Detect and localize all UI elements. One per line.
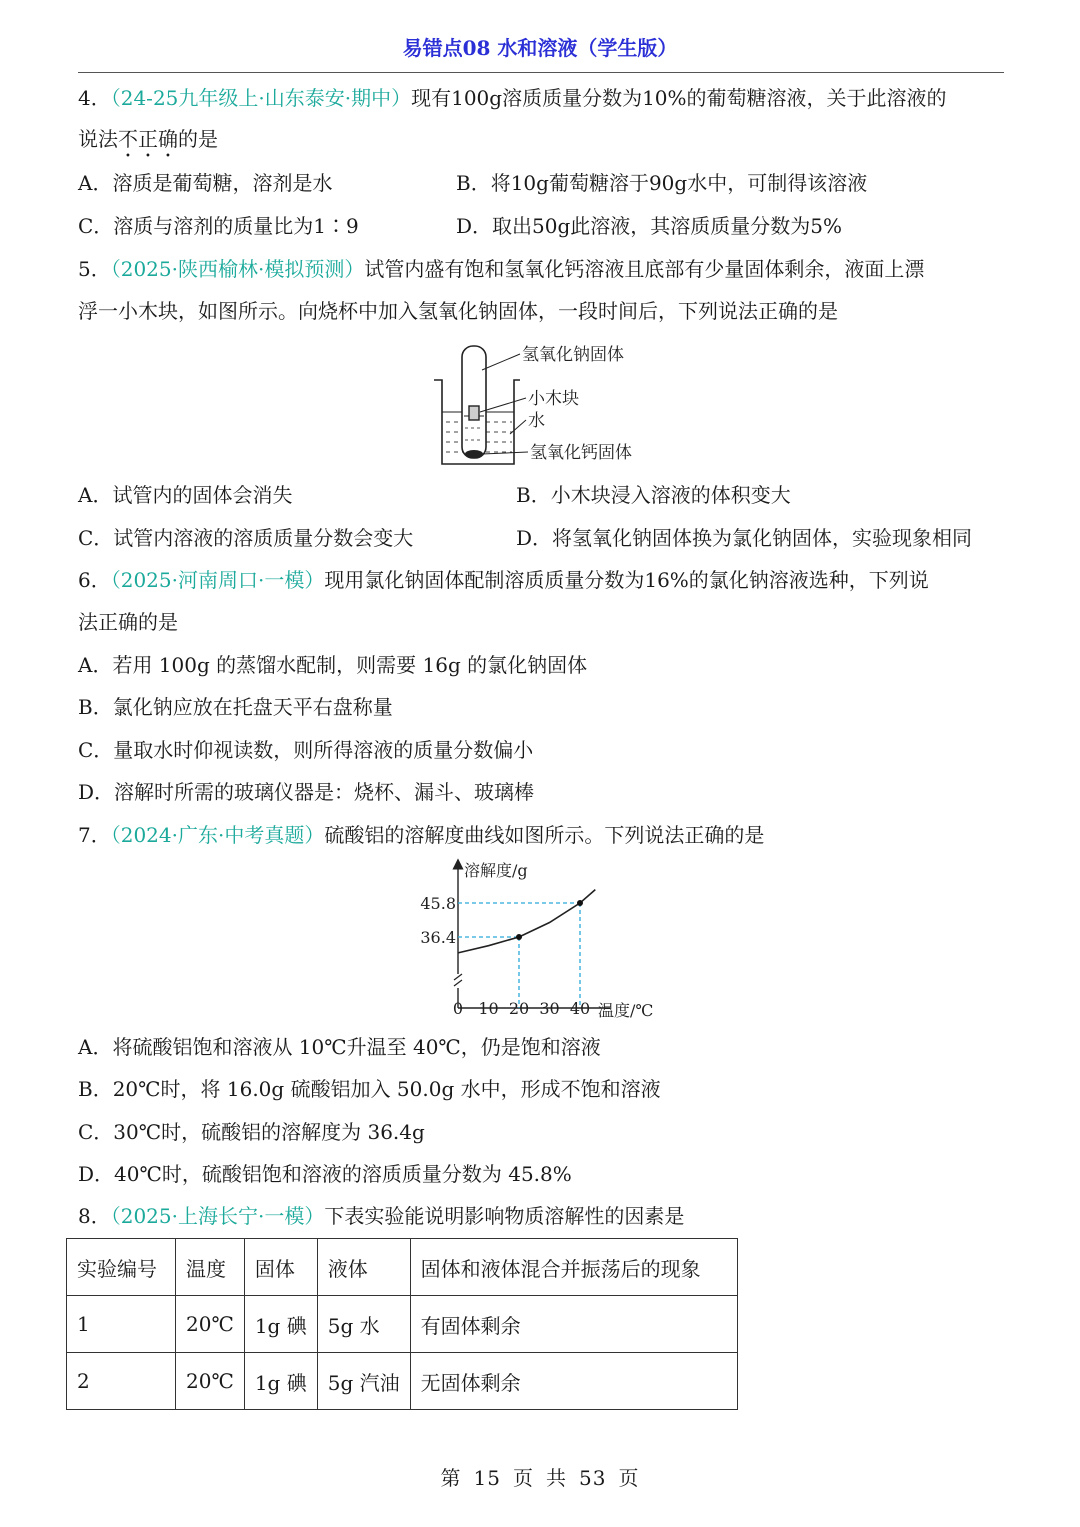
table-header-cell: 固体 — [244, 1239, 317, 1296]
table-header-cell: 液体 — [317, 1239, 410, 1296]
q4-stem-text2a: 说法 — [78, 127, 118, 151]
q7-option-b: B．20℃时，将 16.0g 硫酸铝加入 50.0g 水中，形成不饱和溶液 — [78, 1077, 661, 1101]
current-page: 15 — [473, 1466, 501, 1490]
axis-break-mark — [454, 974, 462, 986]
table-cell: 1g 碘 — [244, 1353, 317, 1410]
q7-stem-line — [78, 822, 764, 848]
table-header-cell: 实验编号 — [67, 1239, 176, 1296]
table-cell: 1 — [67, 1296, 176, 1353]
q7-source: （2024·广东·中考真题） — [110, 823, 325, 847]
q7-option-c: C．30℃时，硫酸铝的溶解度为 36.4g — [78, 1120, 425, 1144]
q4-stem-line2 — [78, 126, 218, 162]
q5-option-c: C．试管内溶液的溶质质量分数会变大 — [78, 526, 414, 550]
q6-stem-text1: 现用氯化钠固体配制溶质质量分数为16%的氯化钠溶液选种，下列说 — [324, 568, 929, 592]
q7-stem-text: 硫酸铝的溶解度曲线如图所示。下列说法正确的是 — [324, 823, 765, 847]
q8-source: （2025·上海长宁·一模） — [110, 1204, 325, 1228]
q4-stem-text1: 现有100g溶质质量分数为10%的葡萄糖溶液，关于此溶液的 — [411, 86, 947, 110]
wood-block-shape — [469, 406, 479, 420]
table-header-cell: 温度 — [176, 1239, 245, 1296]
footer-text: 页 — [513, 1466, 534, 1490]
q6-option-d: D．溶解时所需的玻璃仪器是：烧杯、漏斗、玻璃棒 — [78, 780, 535, 804]
x-tick-label: 20 — [508, 999, 530, 1018]
q6-option-a: A．若用 100g 的蒸馏水配制，则需要 16g 的氯化钠固体 — [78, 653, 588, 677]
y-tick-label: 45.8 — [420, 894, 456, 913]
table-cell: 5g 水 — [317, 1296, 410, 1353]
label-wood: 小木块 — [528, 389, 579, 409]
q7-number: 7． — [78, 823, 111, 847]
q7-option-d: D．40℃时，硫酸铝饱和溶液的溶质质量分数为 45.8% — [78, 1162, 572, 1186]
q8-number: 8． — [78, 1204, 111, 1228]
data-point — [516, 934, 522, 940]
footer-text: 共 — [546, 1466, 567, 1490]
q4-option-b: B．将10g葡萄糖溶于90g水中，可制得该溶液 — [456, 171, 868, 195]
solubility-chart — [410, 852, 670, 1024]
q4-emphasis: 不正确 — [118, 127, 178, 151]
q5-option-b: B．小木块浸入溶液的体积变大 — [516, 483, 791, 507]
q4-stem-line1 — [78, 85, 947, 111]
y-tick-label: 36.4 — [420, 928, 456, 947]
table-header-row — [67, 1239, 738, 1296]
label-water: 水 — [528, 411, 545, 431]
q6-source: （2025·河南周口·一模） — [110, 568, 325, 592]
table-cell: 有固体剩余 — [410, 1296, 737, 1353]
page-title: 易错点08 水和溶液（学生版） — [402, 36, 678, 60]
solid-residue-shape — [465, 450, 483, 458]
q5-stem-text1: 试管内盛有饱和氢氧化钙溶液且底部有少量固体剩余，液面上漂 — [364, 257, 925, 281]
q5-stem-line2: 浮一小木块，如图所示。向烧杯中加入氢氧化钠固体，一段时间后，下列说法正确的是 — [78, 299, 838, 323]
q5-number: 5． — [78, 257, 111, 281]
data-point — [577, 900, 583, 906]
q5-source: （2025·陕西榆林·模拟预测） — [110, 257, 365, 281]
page-footer — [0, 1462, 1080, 1491]
q4-option-c: C．溶质与溶剂的质量比为1∶9 — [78, 214, 359, 238]
q6-number: 6． — [78, 568, 111, 592]
table-cell: 20℃ — [176, 1353, 245, 1410]
table-header-cell: 固体和液体混合并振荡后的现象 — [410, 1239, 737, 1296]
q7-option-a: A．将硫酸铝饱和溶液从 10℃升温至 40℃，仍是饱和溶液 — [78, 1035, 601, 1059]
y-axis-label: 溶解度/g — [464, 861, 528, 880]
experiment-table — [66, 1238, 738, 1410]
table-cell: 2 — [67, 1353, 176, 1410]
table-row — [67, 1296, 738, 1353]
label-caoh: 氢氧化钙固体 — [530, 443, 632, 463]
q6-stem-line2: 法正确的是 — [78, 610, 178, 634]
beaker-figure — [420, 340, 680, 468]
table-cell: 1g 碘 — [244, 1296, 317, 1353]
q6-stem-line1 — [78, 567, 929, 593]
x-tick-label: 40 — [569, 999, 591, 1018]
q4-option-a: A．溶质是葡萄糖，溶剂是水 — [78, 171, 333, 195]
q4-number: 4． — [78, 86, 111, 110]
x-tick-label: 30 — [539, 999, 560, 1018]
table-cell: 无固体剩余 — [410, 1353, 737, 1410]
q6-option-c: C．量取水时仰视读数，则所得溶液的质量分数偏小 — [78, 738, 534, 762]
q4-stem-text2c: 的是 — [178, 127, 218, 151]
x-axis-label: 温度/℃ — [598, 1001, 654, 1020]
q6-option-b: B．氯化钠应放在托盘天平右盘称量 — [78, 695, 393, 719]
x-tick-label: 10 — [478, 999, 499, 1018]
label-naoh: 氢氧化钠固体 — [522, 345, 624, 365]
q4-source: （24-25九年级上·山东泰安·期中） — [110, 86, 412, 110]
q5-option-d: D．将氢氧化钠固体换为氯化钠固体，实验现象相同 — [516, 526, 973, 550]
footer-text: 第 — [440, 1466, 462, 1490]
q4-option-d: D．取出50g此溶液，其溶质质量分数为5% — [456, 214, 843, 238]
table-cell: 5g 汽油 — [317, 1353, 410, 1410]
header-rule — [78, 72, 1004, 73]
q5-option-a: A．试管内的固体会消失 — [78, 483, 293, 507]
q5-stem-line1 — [78, 256, 924, 282]
q8-stem-text: 下表实验能说明影响物质溶解性的因素是 — [324, 1204, 685, 1228]
table-row — [67, 1353, 738, 1410]
x-tick-label: 0 — [452, 999, 464, 1018]
footer-text: 页 — [618, 1466, 640, 1490]
solubility-curve — [458, 890, 595, 953]
q8-stem-line — [78, 1203, 684, 1229]
table-cell: 20℃ — [176, 1296, 245, 1353]
total-pages: 53 — [579, 1466, 607, 1490]
